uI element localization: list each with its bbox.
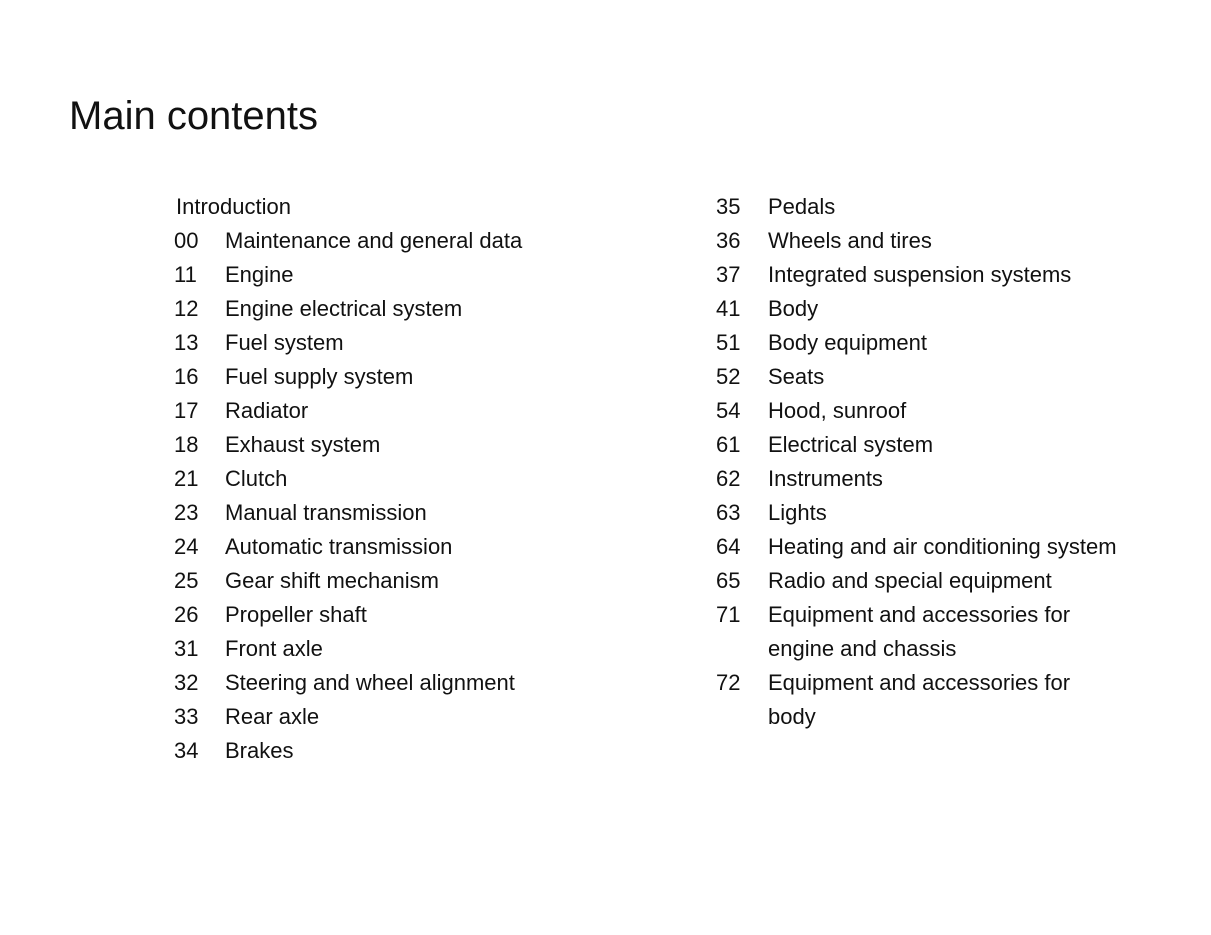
toc-intro[interactable]: Introduction: [176, 194, 291, 219]
toc-entry-number: 65: [716, 568, 741, 593]
toc-entry-label: Hood, sunroof: [768, 398, 907, 423]
toc-entry[interactable]: [174, 360, 654, 394]
toc-entry[interactable]: [716, 564, 1176, 598]
toc-entry[interactable]: [174, 496, 654, 530]
toc-entry-label: Brakes: [225, 738, 294, 763]
toc-entry[interactable]: [174, 564, 654, 598]
toc-entry-label: Fuel supply system: [225, 364, 414, 389]
toc-entry[interactable]: [716, 666, 1176, 734]
toc-entry-number: 12: [174, 296, 199, 321]
toc-entry[interactable]: [174, 258, 654, 292]
toc-entry-number: 26: [174, 602, 199, 627]
toc-entry-number: 61: [716, 432, 741, 457]
toc-left-list: [174, 224, 654, 768]
toc-entry-number: 52: [716, 364, 741, 389]
toc-entry-label: Engine electrical system: [225, 296, 463, 321]
toc-entry[interactable]: [174, 530, 654, 564]
toc-entry-number: 41: [716, 296, 741, 321]
toc-entry[interactable]: [174, 428, 654, 462]
toc-entry-number: 00: [174, 228, 199, 253]
toc-entry[interactable]: [174, 700, 654, 734]
toc-entry[interactable]: [716, 530, 1176, 564]
toc-entry[interactable]: [174, 326, 654, 360]
toc-entry-number: 64: [716, 534, 741, 559]
toc-entry[interactable]: [174, 666, 654, 700]
toc-entry-number: 11: [174, 262, 197, 287]
toc-entry[interactable]: [716, 496, 1176, 530]
toc-entry-number: 54: [716, 398, 741, 423]
toc-entry-label: Lights: [768, 500, 827, 525]
toc-entry-label: Steering and wheel alignment: [225, 670, 515, 695]
toc-entry[interactable]: [716, 224, 1176, 258]
toc-entry[interactable]: [716, 360, 1176, 394]
toc-entry-label: Front axle: [225, 636, 323, 661]
toc-entry-label: Heating and air conditioning system: [768, 534, 1117, 559]
toc-entry-number: 71: [716, 602, 741, 627]
toc-entry-label: Clutch: [225, 466, 288, 491]
toc-entry-label: Fuel system: [225, 330, 344, 355]
toc-entry-label: Propeller shaft: [225, 602, 367, 627]
page-title: Main contents: [69, 94, 319, 138]
toc-entry-number: 31: [174, 636, 199, 661]
toc-entry[interactable]: [174, 292, 654, 326]
toc-entry-number: 25: [174, 568, 199, 593]
toc-entry-label: Engine: [225, 262, 294, 287]
toc-entry[interactable]: [716, 394, 1176, 428]
toc-entry[interactable]: [716, 190, 1176, 224]
toc-entry-number: 21: [174, 466, 199, 491]
toc-entry-number: 23: [174, 500, 199, 525]
toc-left-column: [174, 190, 654, 768]
toc-entry-label: Gear shift mechanism: [225, 568, 439, 593]
toc-entry-number: 62: [716, 466, 741, 491]
toc-entry-label: Electrical system: [768, 432, 934, 457]
toc-entry-label: Equipment and accessories for engine and chassis: [768, 602, 1071, 661]
toc-entry-number: 24: [174, 534, 199, 559]
toc-entry-number: 16: [174, 364, 199, 389]
toc-entry-number: 72: [716, 670, 741, 695]
toc-entry-label: Seats: [768, 364, 825, 389]
toc-entry-label: Body: [768, 296, 819, 321]
toc-entry[interactable]: [174, 598, 654, 632]
toc-entry-number: 51: [716, 330, 741, 355]
toc-entry-number: 34: [174, 738, 199, 763]
toc-entry[interactable]: [716, 326, 1176, 360]
toc-entry-label: Radio and special equipment: [768, 568, 1052, 593]
toc-entry[interactable]: [174, 632, 654, 666]
toc-right-list: [716, 190, 1176, 734]
toc-right-column: [716, 190, 1176, 734]
toc-entry-label: Automatic transmission: [225, 534, 453, 559]
toc-entry[interactable]: [174, 224, 654, 258]
toc-entry-number: 36: [716, 228, 741, 253]
toc-entry-number: 37: [716, 262, 741, 287]
toc-entry[interactable]: [174, 734, 654, 768]
toc-entry-number: 17: [174, 398, 199, 423]
toc-entry-number: 35: [716, 194, 741, 219]
toc-entry-number: 33: [174, 704, 199, 729]
toc-entry-label: Manual transmission: [225, 500, 427, 525]
toc-entry-label: Radiator: [225, 398, 309, 423]
toc-entry-label: Instruments: [768, 466, 883, 491]
toc-entry[interactable]: [716, 598, 1176, 666]
toc-entry-label: Pedals: [768, 194, 836, 219]
toc-entry[interactable]: [716, 292, 1176, 326]
toc-entry[interactable]: [716, 428, 1176, 462]
toc-entry-number: 63: [716, 500, 741, 525]
toc-entry-label: Maintenance and general data: [225, 228, 523, 253]
toc-entry[interactable]: [174, 462, 654, 496]
toc-entry-label: Integrated suspension systems: [768, 262, 1072, 287]
toc-entry-label: Rear axle: [225, 704, 320, 729]
toc-entry-label: Wheels and tires: [768, 228, 932, 253]
toc-entry-number: 18: [174, 432, 199, 457]
toc-entry-label: Exhaust system: [225, 432, 381, 457]
toc-entry-number: 13: [174, 330, 199, 355]
toc-entry-number: 32: [174, 670, 199, 695]
toc-entry-label: Body equipment: [768, 330, 927, 355]
toc-entry-label: Equipment and accessories for body: [768, 670, 1071, 729]
toc-entry[interactable]: [716, 462, 1176, 496]
toc-entry[interactable]: [174, 394, 654, 428]
toc-entry[interactable]: [716, 258, 1176, 292]
